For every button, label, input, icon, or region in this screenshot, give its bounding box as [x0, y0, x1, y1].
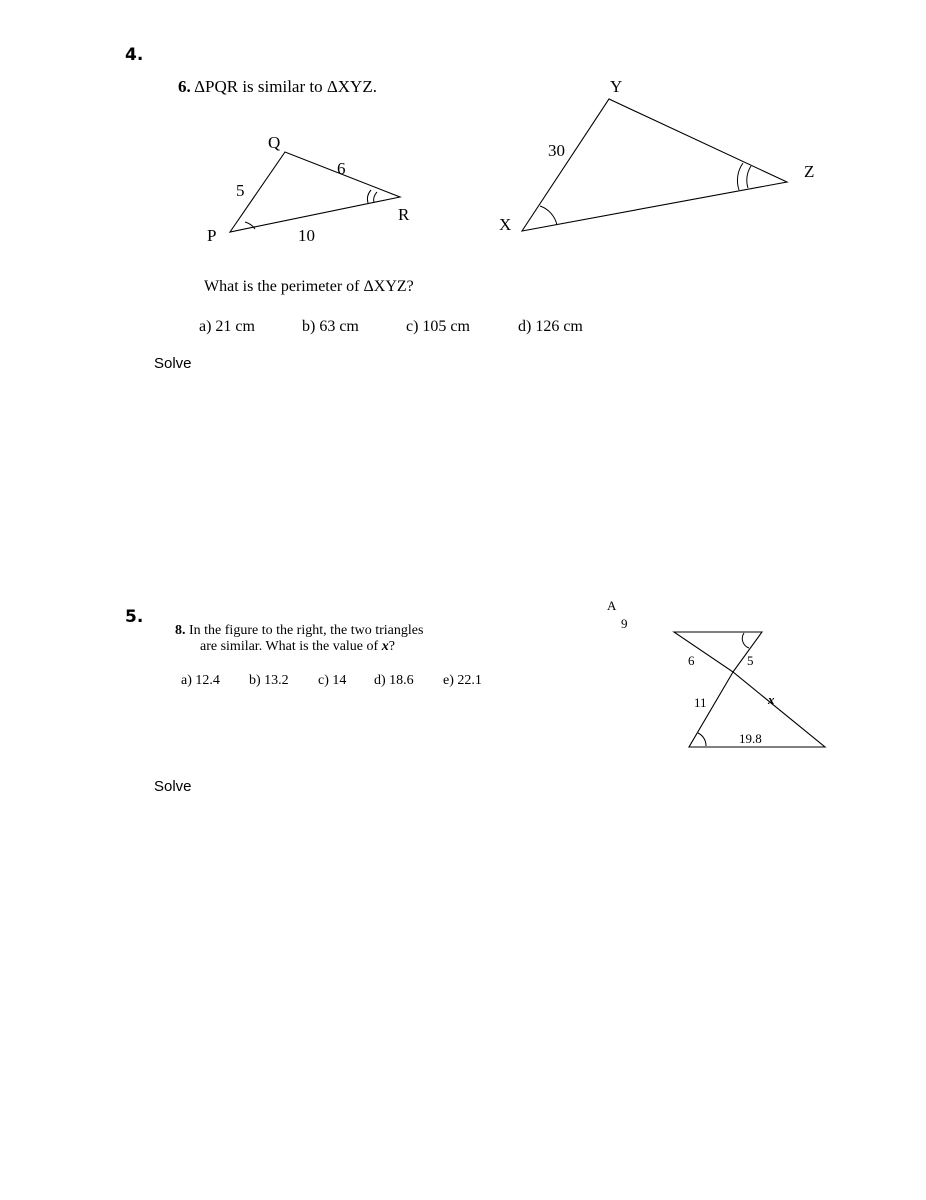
option-8e: e) 22.1	[443, 673, 482, 688]
option-8c: c) 14	[318, 673, 347, 688]
vertex-label-x: X	[499, 215, 512, 234]
question-number-5: 5.	[125, 607, 144, 627]
angle-mark-top	[742, 633, 749, 648]
vertex-label-q: Q	[268, 133, 281, 152]
solve-label-5: Solve	[154, 778, 192, 795]
option-6a: a) 21 cm	[199, 318, 255, 335]
label-left-6: 6	[688, 653, 695, 668]
option-8d: d) 18.6	[374, 673, 414, 688]
side-label-xy: 30	[548, 141, 565, 160]
problem-8-number: 8.	[175, 623, 186, 638]
vertex-label-z: Z	[804, 162, 815, 181]
problem-6-question: What is the perimeter of ΔXYZ?	[204, 278, 414, 295]
label-left-11: 11	[694, 695, 707, 710]
problem-6-text: ΔPQR is similar to ΔXYZ.	[194, 77, 377, 96]
option-6b: b) 63 cm	[302, 318, 359, 335]
label-x: x	[768, 692, 775, 707]
label-right-5: 5	[747, 653, 754, 668]
option-8a: a) 12.4	[181, 673, 220, 688]
solve-label-4: Solve	[154, 355, 192, 372]
problem-8-line2-end: ?	[388, 639, 395, 654]
problem-6-number: 6.	[178, 77, 191, 96]
problem-8-line2: are similar. What is the value of	[200, 639, 382, 654]
label-bottom-19-8: 19.8	[739, 731, 762, 746]
side-label-qr: 6	[337, 159, 346, 178]
label-a: A	[607, 598, 617, 613]
label-top-9: 9	[621, 616, 628, 631]
option-6c: c) 105 cm	[406, 318, 470, 335]
option-8b: b) 13.2	[249, 673, 289, 688]
side-label-pr: 10	[298, 226, 315, 245]
side-label-pq: 5	[236, 181, 245, 200]
vertex-label-y: Y	[610, 77, 623, 96]
option-6d: d) 126 cm	[518, 318, 583, 335]
vertex-label-p: P	[207, 226, 217, 245]
question-number-4: 4.	[125, 45, 144, 65]
problem-8-variable: x	[381, 639, 389, 654]
problem-8-line1: In the figure to the right, the two triangles	[189, 623, 424, 638]
angle-mark-bottom	[698, 733, 706, 746]
vertex-label-r: R	[398, 205, 410, 224]
